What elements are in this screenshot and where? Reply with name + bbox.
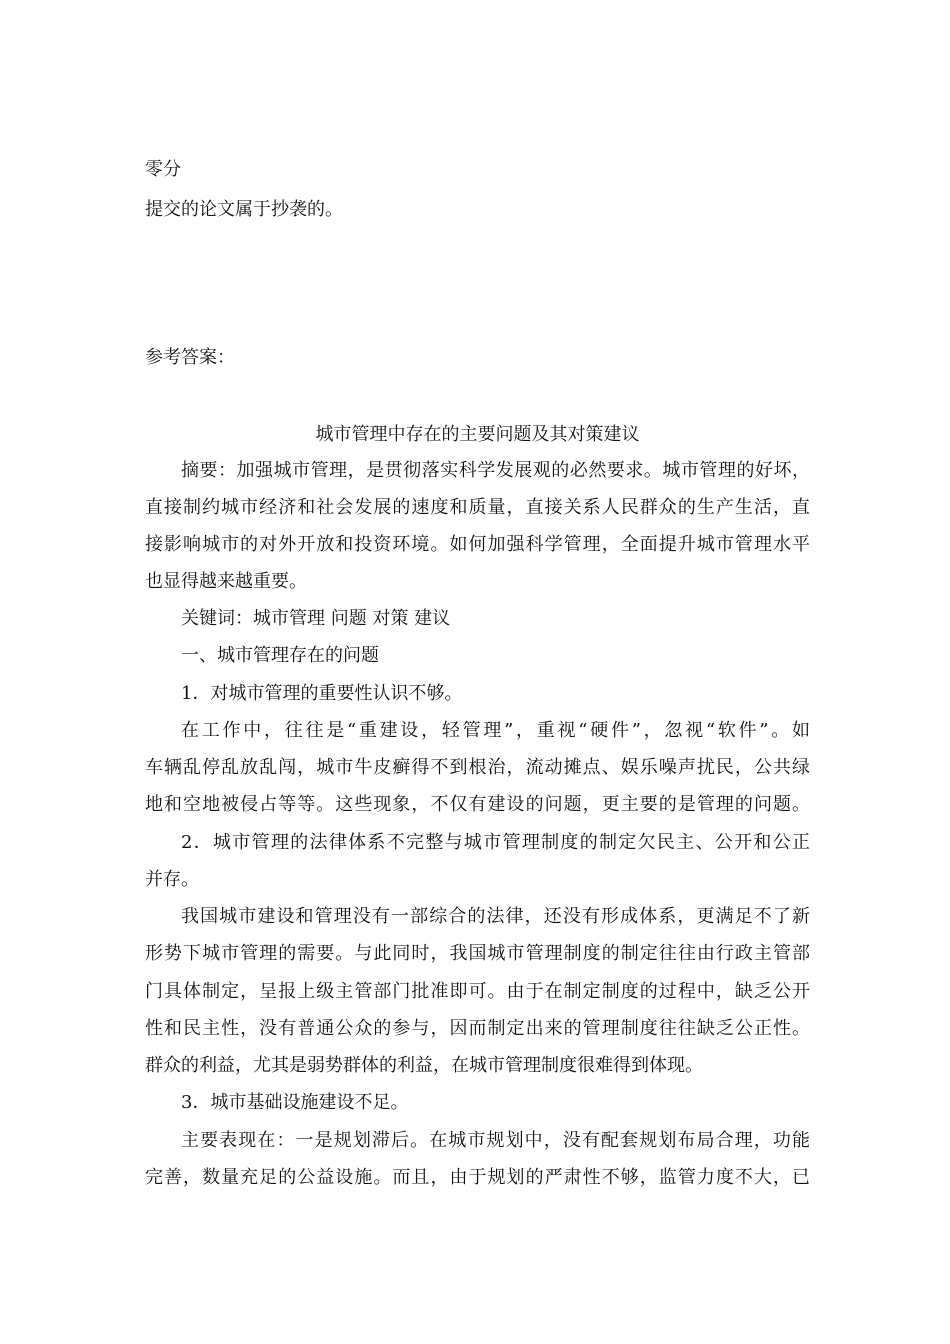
- plagiarism-note: 提交的论文属于抄袭的。: [145, 199, 343, 220]
- keywords: 关键词：城市管理 问题 对策 建议: [181, 608, 451, 629]
- abstract-line: 也显得越来越重要。: [145, 571, 307, 592]
- item-heading: 3．城市基础设施建设不足。: [181, 1092, 409, 1113]
- body-line: 车辆乱停乱放乱闯，城市牛皮癣得不到根治，流动摊点、娱乐噪声扰民，公共绿: [145, 757, 810, 778]
- abstract-line: 接影响城市的对外开放和投资环境。如何加强科学管理，全面提升城市管理水平: [145, 534, 810, 555]
- body-line: 我国城市建设和管理没有一部综合的法律，还没有形成体系，更满足不了新: [181, 906, 810, 927]
- body-line: 在工作中，往往是“重建设，轻管理”，重视“硬件”，忽视“软件”。如: [181, 720, 810, 741]
- body-line: 门具体制定，呈报上级主管部门批准即可。由于在制定制度的过程中，缺乏公开: [145, 981, 810, 1002]
- section-heading: 一、城市管理存在的问题: [181, 645, 379, 666]
- abstract-line: 直接制约城市经济和社会发展的速度和质量，直接关系人民群众的生产生活，直: [145, 497, 810, 518]
- paper-title: 城市管理中存在的主要问题及其对策建议: [315, 424, 640, 445]
- body-line: 主要表现在：一是规划滞后。在城市规划中，没有配套规划布局合理，功能: [181, 1130, 810, 1151]
- item-heading: 并存。: [145, 869, 199, 890]
- body-line: 性和民主性，没有普通公众的参与，因而制定出来的管理制度往往缺乏公正性。: [145, 1018, 810, 1039]
- item-heading: 2．城市管理的法律体系不完整与城市管理制度的制定欠民主、公开和公正: [181, 832, 810, 853]
- body-line: 形势下城市管理的需要。与此同时，我国城市管理制度的制定往往由行政主管部: [145, 943, 810, 964]
- item-heading: 1．对城市管理的重要性认识不够。: [181, 683, 463, 704]
- body-line: 群众的利益，尤其是弱势群体的利益，在城市管理制度很难得到体现。: [145, 1055, 703, 1076]
- body-line: 完善，数量充足的公益设施。而且，由于规划的严肃性不够，监管力度不大，已: [145, 1167, 810, 1188]
- answer-label: 参考答案：: [145, 347, 235, 368]
- abstract-line: 摘要：加强城市管理，是贯彻落实科学发展观的必然要求。城市管理的好坏，: [181, 460, 810, 481]
- body-line: 地和空地被侵占等等。这些现象，不仅有建设的问题，更主要的是管理的问题。: [145, 794, 810, 815]
- score-zero: 零分: [145, 159, 181, 180]
